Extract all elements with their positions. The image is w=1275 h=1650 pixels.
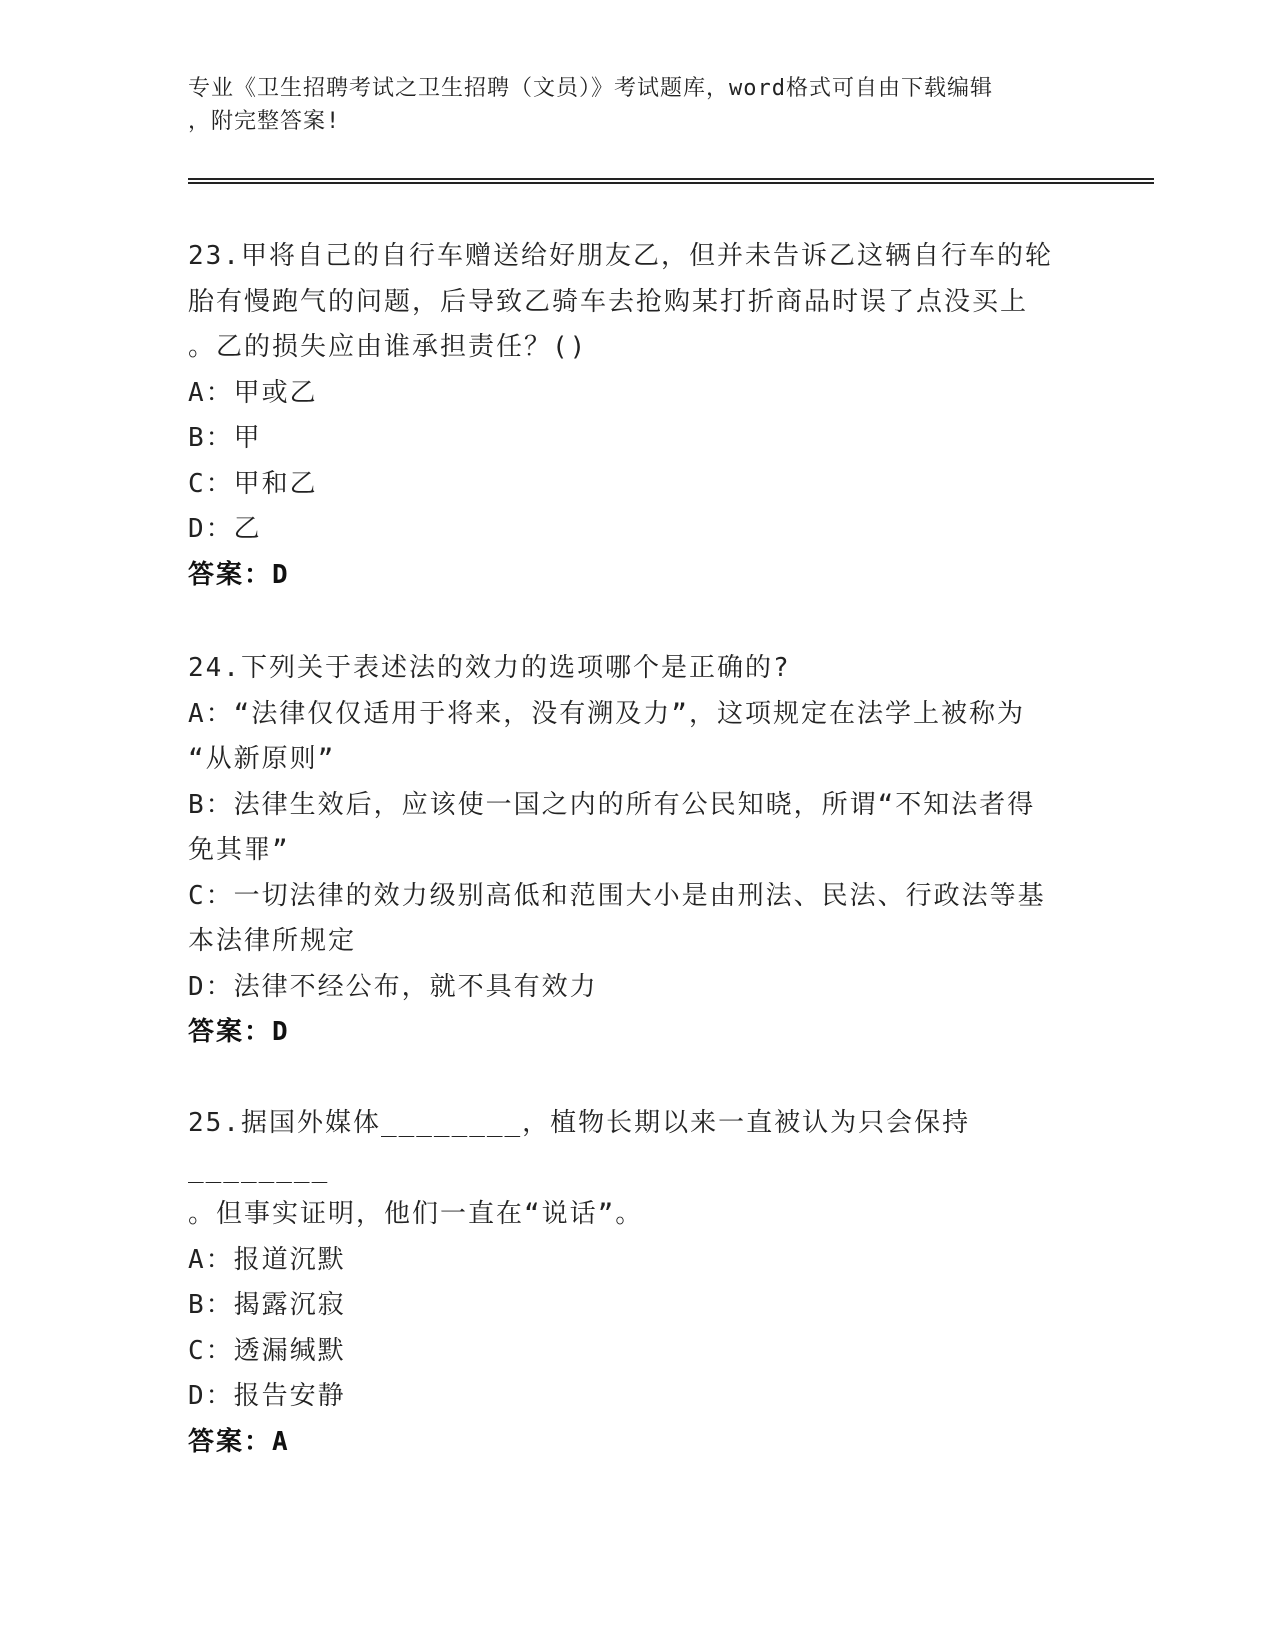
option-c: C：透漏缄默 <box>188 1335 346 1366</box>
question-25 <box>188 1101 1088 1465</box>
question-23 <box>188 234 1088 598</box>
answer: 答案：D <box>188 559 290 590</box>
option-c-line-2: 本法律所规定 <box>188 926 357 956</box>
option-c-line-1: C：一切法律的效力级别高低和范围大小是由刑法、民法、行政法等基 <box>188 880 1046 911</box>
option-c: C：甲和乙 <box>188 468 318 499</box>
option-a: A：甲或乙 <box>188 377 318 408</box>
question-stem-line: 。但事实证明，他们一直在“说话”。 <box>188 1199 644 1229</box>
header-line-2: ，附完整答案! <box>188 109 341 134</box>
option-a: A：报道沉默 <box>188 1244 346 1275</box>
question-stem-line: 23.甲将自己的自行车赠送给好朋友乙，但并未告诉乙这辆自行车的轮 <box>188 241 1053 271</box>
answer: 答案：D <box>188 1017 290 1047</box>
option-b: B：甲 <box>188 423 262 453</box>
header-line-1: 专业《卫生招聘考试之卫生招聘（文员）》考试题库，word格式可自由下载编辑 <box>188 76 993 101</box>
question-stem-line: 。乙的损失应由谁承担责任？() <box>188 332 588 362</box>
option-b-line-1: B：法律生效后，应该使一国之内的所有公民知晓，所谓“不知法者得 <box>188 789 1036 820</box>
question-stem-line: 24.下列关于表述法的效力的选项哪个是正确的? <box>188 653 791 683</box>
header-double-rule <box>188 178 1154 184</box>
option-d: D：报告安静 <box>188 1381 346 1411</box>
option-d: D：法律不经公布，就不具有效力 <box>188 971 598 1002</box>
document-header <box>188 72 1088 138</box>
option-b: B：揭露沉寂 <box>188 1290 346 1320</box>
option-d: D：乙 <box>188 514 262 544</box>
answer: 答案：A <box>188 1426 290 1457</box>
option-b-line-2: 免其罪” <box>188 835 290 865</box>
question-24 <box>188 646 1088 1056</box>
question-stem-line: 胎有慢跑气的问题，后导致乙骑车去抢购某打折商品时误了点没买上 <box>188 286 1029 317</box>
option-a-line-2: “从新原则” <box>188 744 336 774</box>
option-a-line-1: A：“法律仅仅适用于将来，没有溯及力”，这项规定在法学上被称为 <box>188 698 1025 729</box>
question-stem-line: 25.据国外媒体________，植物长期以来一直被认为只会保持________ <box>188 1108 971 1184</box>
